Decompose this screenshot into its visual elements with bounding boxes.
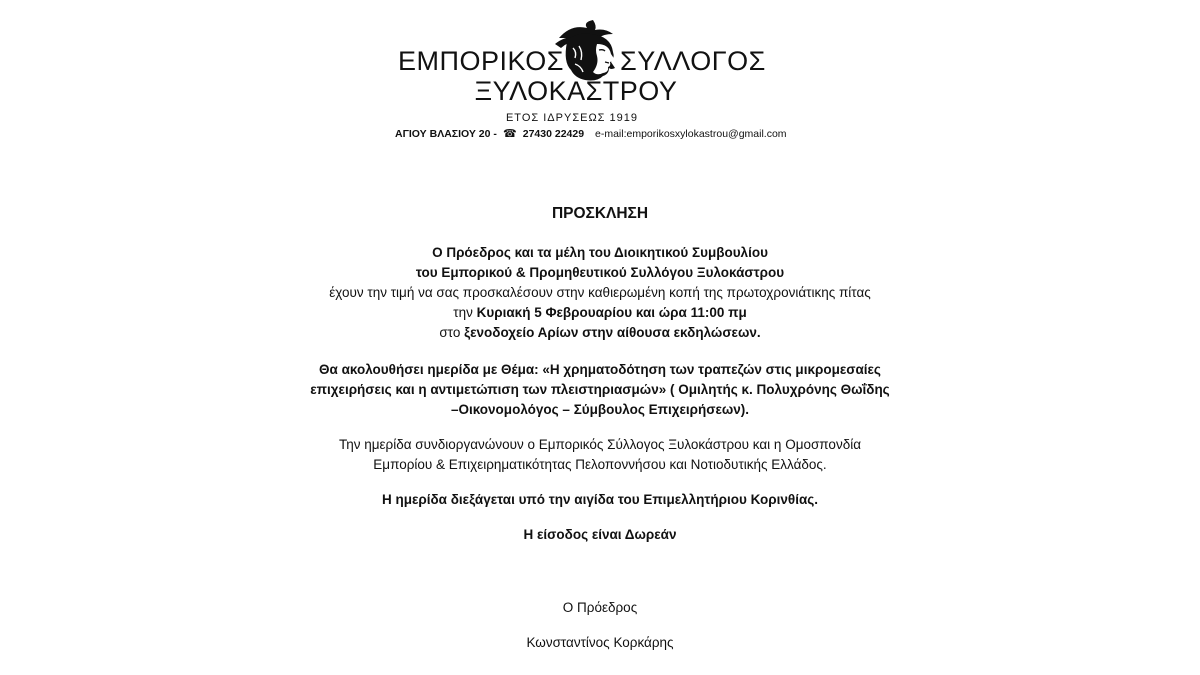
p1-line4: την Κυριακή 5 Φεβρουαρίου και ώρα 11:00 πμ bbox=[453, 305, 747, 320]
p2-line2: επιχειρήσεις και η αντιμετώπιση των πλειστηριασμών» ( Ομιλητής κ. Πολυχρόνης Θωΐδης bbox=[310, 382, 890, 397]
p5-free-entry: Η είσοδος είναι Δωρεάν bbox=[523, 527, 677, 542]
telephone-icon: ☎ bbox=[502, 128, 517, 140]
contact-line bbox=[395, 127, 787, 140]
p3-line2: Εμπορίου & Επιχειρηματικότητας Πελοποννήσου και Νοτιοδυτικής Ελλάδος. bbox=[373, 457, 827, 472]
signature-name: Κωνσταντίνος Κορκάρης bbox=[526, 635, 674, 650]
p2-line1: Θα ακολουθήσει ημερίδα με Θέμα: «Η χρηματοδότηση των τραπεζών στις μικρομεσαίες bbox=[319, 362, 881, 377]
p1-line1: Ο Πρόεδρος και τα μέλη του Διοικητικού Συμβουλίου bbox=[432, 245, 768, 260]
p1-line2: του Εμπορικού & Προμηθευτικού Συλλόγου Ξυλοκάστρου bbox=[415, 265, 785, 280]
p1-line3: έχουν την τιμή να σας προσκαλέσουν στην καθιερωμένη κοπή της πρωτοχρονιάτικης πίτας bbox=[329, 285, 871, 300]
address: ΑΓΙΟΥ ΒΛΑΣΙΟΥ 20 - bbox=[395, 128, 497, 140]
invitation-title: ΠΡΟΣΚΛΗΣΗ bbox=[551, 205, 649, 222]
signature-role: Ο Πρόεδρος bbox=[562, 600, 638, 615]
event-venue: ξενοδοχείο Αρίων στην αίθουσα εκδηλώσεων. bbox=[464, 325, 761, 340]
founded-year: ΕΤΟΣ ΙΔΡΥΣΕΩΣ 1919 bbox=[505, 112, 639, 124]
p2-line3: –Οικονομολόγος – Σύμβουλος Επιχειρήσεων). bbox=[450, 402, 750, 417]
hermes-head-logo-icon bbox=[553, 18, 629, 84]
p4-auspices: Η ημερίδα διεξάγεται υπό την αιγίδα του Επιμελλητήριου Κορινθίας. bbox=[381, 492, 819, 507]
org-name-word-commercial: ΕΜΠΟΡΙΚΟΣ bbox=[398, 46, 564, 76]
email-address: e-mail:emporikosxylokastrou@gmail.com bbox=[594, 128, 787, 140]
p3-line1: Την ημερίδα συνδιοργανώνουν ο Εμπορικός Σύλλογος Ξυλοκάστρου και η Ομοσπονδία bbox=[338, 437, 862, 452]
letterhead bbox=[0, 0, 1200, 150]
p1-line5: στο ξενοδοχείο Αρίων στην αίθουσα εκδηλώσεων. bbox=[439, 325, 761, 340]
event-date-time: Κυριακή 5 Φεβρουαρίου και ώρα 11:00 πμ bbox=[476, 305, 747, 320]
phone-number: 27430 22429 bbox=[522, 128, 585, 140]
org-town: ΞΥΛΟΚΑΣΤΡΟΥ bbox=[474, 76, 678, 106]
org-name-word-association: ΣΥΛΛΟΓΟΣ bbox=[620, 46, 766, 76]
